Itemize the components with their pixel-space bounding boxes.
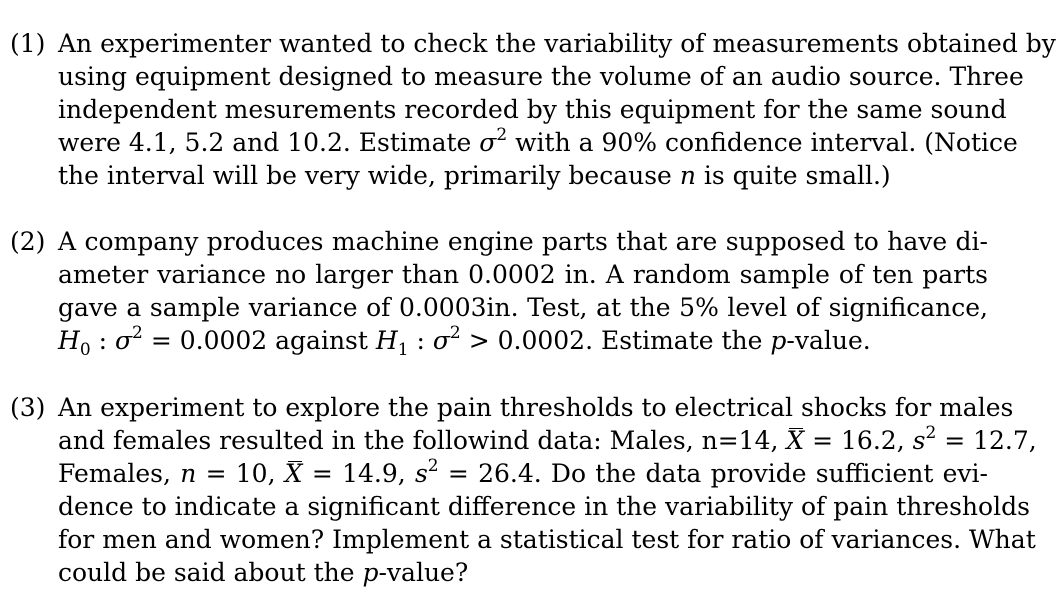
problem-3-line-3: Females, n = 10, X = 14.9, $s^2 = 26.4$. Do the data provide sufficient evi-	[58, 455, 988, 488]
problem-number: (2)	[10, 227, 46, 256]
problem-1-line-5: the interval will be very wide, primarily because n is quite small.)	[58, 161, 891, 190]
problem-2-line-4: $H_0$ : $\sigma^2 = 0.0002$ against $H_1$ : $\sigma^2 > 0.0002$. Estimate the p-value.	[58, 322, 871, 360]
problem-number: (1)	[10, 29, 46, 58]
problem-3-line-6: could be said about the p-value?	[58, 558, 469, 587]
problem-1-line-4: were 4.1, 5.2 and 10.2. Estimate $\sigma^2$ with a 90% confidence interval. (Notice	[58, 124, 1018, 157]
problem-1-line-2: using equipment designed to measure the volume of an audio source. Three	[58, 62, 1024, 91]
problem-3-line-1: An experiment to explore the pain thresholds to electrical shocks for males	[58, 393, 1014, 422]
problem-3-line-4: dence to indicate a significant difference in the variability of pain thresholds	[58, 492, 1030, 521]
problem-number: (3)	[10, 393, 46, 422]
problem-2-line-1: A company produces machine engine parts that are supposed to have di-	[58, 227, 988, 256]
problem-1-line-3: independent mesurements recorded by this equipment for the same sound	[58, 95, 1007, 124]
problem-3-line-2: and females resulted in the followind data: Males, n=14, X = 16.2, $s^2 = 12.7$,	[58, 422, 1037, 455]
problem-3-line-5: for men and women? Implement a statistical test for ratio of variances. What	[58, 525, 1036, 554]
problem-2-line-2: ameter variance no larger than 0.0002 in. A random sample of ten parts	[58, 260, 988, 289]
problem-1-line-1: An experimenter wanted to check the variability of measurements obtained by	[58, 29, 1056, 58]
problem-2-line-3: gave a sample variance of 0.0003in. Test, at the 5% level of significance,	[58, 293, 988, 322]
